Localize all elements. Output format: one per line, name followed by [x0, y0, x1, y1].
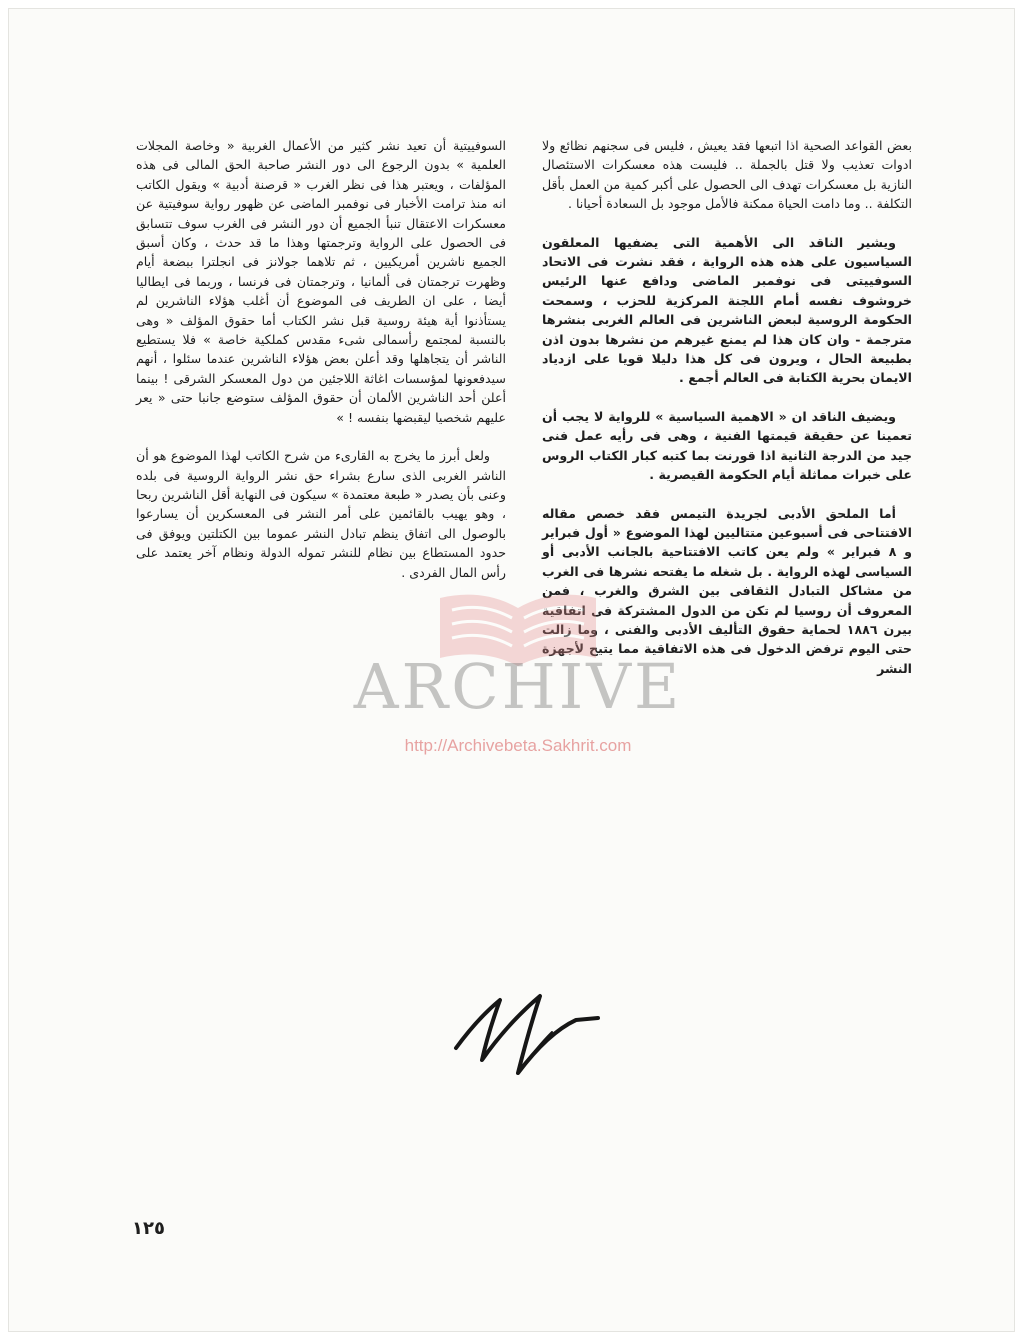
paragraph: بعض القواعد الصحية اذا اتبعها فقد يعيش ، فليس فى سجنهم نظائع ولا ادوات تعذيب ولا قتل بالجملة .. فليست هذه معسكرات الاستئصال النازية بل معسكرات تهدف الى الحصول على أكبر كمية من العمل بأقل التكلفة .. وما دامت الحياة ممكنة فالأمل موجود بل السعادة أحيانا . [542, 138, 912, 212]
paragraph: ولعل أبرز ما يخرج به القارىء من شرح الكاتب لهذا الموضوع هو أن الناشر الغربى الذى سارع بشراء حق نشر الرواية الروسية فى بلده وعنى بأن يصدر « طبعة معتمدة » سيكون فى النهاية أقل الناشرين ربحا ، وهو يهيب بالقائمين على أمر النشر فى المعسكرين أن يسارعوا بالوصول الى اتفاق ينظم تبادل النشر عموما بين الكتلتين ويوفق فى حدود المستطاع بين نظام للنشر تموله الدولة ونظام آخر يعتمد على رأس المال الفردى . [136, 448, 506, 580]
watermark-url: http://Archivebeta.Sakhrit.com [404, 736, 632, 755]
page-number: ١٢٥ [132, 1218, 165, 1239]
scanned-page [8, 8, 1015, 1332]
watermark-title: ARCHIVE [353, 650, 683, 723]
paragraph: ويشير الناقد الى الأهمية التى يضفيها المعلقون السياسيون على هذه هذه الرواية ، فقد نشرت فى الاتحاد السوفييتى فى نوفمبر الماضى ودافع عنها الرئيس خروشوف نفسه أمام اللجنة المركزية للحزب ، وسمحت الحكومة الروسية لبعض الناشرين فى العالم الغربى بنشرها مترجمة - وان كان هذا لم يمنع غيرهم من نشرها بدون اذن بطبيعة الحال ، ويرون فى كل هذا دليلا قويا على ازدياد الايمان بحرية الكتابة فى العالم أجمع . [542, 234, 912, 386]
article-column-right [542, 136, 912, 697]
handwritten-signature-mark [448, 978, 608, 1088]
paragraph: السوفييتية أن تعيد نشر كثير من الأعمال الغربية « وخاصة المجلات العلمية » بدون الرجوع الى دور النشر صاحبة الحق المالى فى هذه المؤلفات ، ويعتبر هذا فى نظر الغرب « قرصنة أدبية » ويقول الكاتب انه منذ ترامت الأخبار فى نوفمبر الماضى عن ظهور رواية سوفيتية عن معسكرات الاعتقال تنبأ الجميع أن دور النشر فى الغرب سوف تتسابق فى الحصول على الرواية وترجمتها وهذا ما قد حدث ، وكان أسبق الجميع ناشرين أمريكيين ، ثم تلاهما جولانز فى انجلترا ببضعة أيام وظهرت ترجمتان فى ألمانيا ، وترجمتان فى فرنسا ، وربما فى ايطاليا أيضا ، على ان الطريف فى الموضوع أن أغلب هؤلاء الناشرين لم يستأذنوا أية هيئة روسية قبل نشر الكتاب أما حقوق المؤلف « وهى بالنسبة لمجتمع رأسمالى شىء مقدس كملكية خاصة » فلا يستطيع الناشر أن يتجاهلها وقد أعلن بعض هؤلاء الناشرين عندما سئلوا ، أنهم سيدفعونها لمؤسسات اغاثة اللاجئين من دول المعسكر الشرقى ! بينما أعلن أحد الناشرين الألمان أن حقوق المؤلف ستوضع جانبا حتى « يعر عليهم شخصيا ليقبضها بنفسه ! » [136, 138, 506, 425]
article-column-left [136, 136, 506, 601]
paragraph: أما الملحق الأدبى لجريدة التيمس فقد خصص مقاله الافتتاحى فى أسبوعين متتاليين لهذا الموضوع « أول فبراير و ٨ فبراير » ولم يعن كاتب الافتتاحية بالجانب الأدبى أو السياسى لهذه الرواية . بل شغله ما يفتحه نشرها فى الغرب من مشاكل التبادل الثقافى بين الشرق والغرب ، فمن المعروف أن روسيا لم تكن من الدول المشتركة فى اتفاقية بيرن ١٨٨٦ لحماية حقوق التأليف الأدبى والفنى ، وما زالت حتى اليوم ترفض الدخول فى هذه الاتفاقية مما يتيح لأجهزة النشر [542, 505, 913, 676]
paragraph: ويضيف الناقد ان « الاهمية السياسية » للرواية لا يجب أن تعمينا عن حقيقة قيمتها الفنية ، وهى فى رأيه عمل فنى جيد من الدرجة الثانية اذا قورنت بما كتبه كبار الكتاب الروس على خبرات مماثلة أيام الحكومة القيصرية . [542, 408, 912, 483]
